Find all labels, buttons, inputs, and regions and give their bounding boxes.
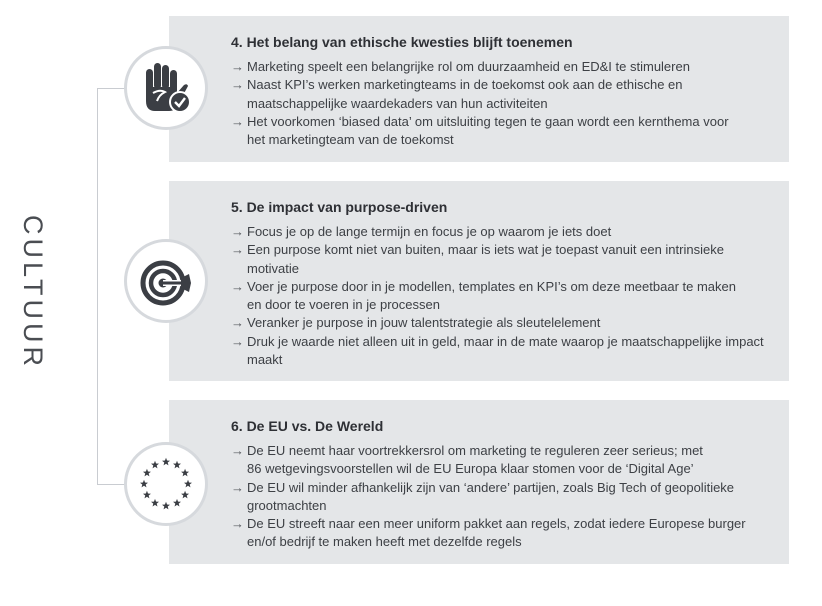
section-card-ethics — [169, 16, 789, 162]
arrow-right-icon: → — [231, 315, 244, 331]
section-title: 4. Het belang van ethische kwesties blijft toenemen — [231, 34, 573, 50]
bullet-item: → Druk je waarde niet alleen uit in geld, maar in de mate waarop je maatschappelijke impact maakt — [231, 333, 789, 370]
star-icon — [140, 480, 148, 488]
arrow-right-icon: → — [231, 113, 244, 129]
section-title: 5. De impact van purpose-driven — [231, 199, 448, 215]
arrow-right-icon: → — [231, 59, 244, 74]
star-icon — [173, 499, 181, 507]
star-icon — [173, 461, 181, 469]
star-icon — [143, 469, 151, 477]
section-title: 6. De EU vs. De Wereld — [231, 418, 384, 434]
connector-branch-3 — [97, 484, 127, 485]
arrow-right-icon: → — [231, 278, 244, 294]
side-label — [14, 212, 50, 372]
bullet-item: → De EU wil minder afhankelijk zijn van ‘andere’ partijen, zoals Big Tech of geopolitieke grootmachten — [231, 479, 789, 516]
arrow-right-icon: → — [231, 479, 244, 495]
arrow-right-icon: → — [231, 77, 244, 93]
arrow-right-icon: → — [231, 224, 244, 239]
bullet-item: → Het voorkomen ‘biased data’ om uitsluiting tegen te gaan wordt een kernthema voor het marketingteam van de toekomst — [231, 113, 789, 150]
badge-ethics — [124, 46, 208, 130]
star-icon — [184, 480, 192, 488]
arrow-right-icon: → — [231, 333, 244, 349]
bullet-item: → Veranker je purpose in jouw talentstrategie als sleutelelement — [231, 314, 789, 332]
raised-hand-check-icon — [135, 57, 197, 119]
star-icon — [143, 491, 151, 499]
eu-stars-icon — [135, 453, 197, 515]
bullet-item: → Een purpose komt niet van buiten, maar is iets wat je toepast vanuit een intrinsieke motivatie — [231, 241, 789, 278]
bullet-item: → Focus je op de lange termijn en focus je op waarom je iets doet — [231, 223, 789, 241]
arrow-right-icon: → — [231, 516, 244, 532]
bullet-item: → Marketing speelt een belangrijke rol om duurzaamheid en ED&I te stimuleren — [231, 58, 789, 76]
target-arrow-icon — [135, 250, 197, 312]
section-card-purpose — [169, 181, 789, 381]
side-label-text: CULTUUR — [17, 214, 48, 370]
badge-eu — [124, 442, 208, 526]
section-card-eu — [169, 400, 789, 564]
arrow-right-icon: → — [231, 443, 244, 458]
star-icon — [162, 458, 170, 466]
connector-line — [97, 88, 98, 484]
bullet-item: → Naast KPI’s werken marketingteams in de toekomst ook aan de ethische en maatschappelijke waardekaders van hun activiteiten — [231, 76, 789, 113]
badge-purpose — [124, 239, 208, 323]
star-icon — [162, 502, 170, 510]
bullet-item: → Voer je purpose door in je modellen, templates en KPI’s om deze meetbaar te maken en door te voeren in je processen — [231, 278, 789, 315]
arrow-right-icon: → — [231, 242, 244, 258]
star-icon — [151, 499, 159, 507]
connector-branch-1 — [97, 88, 127, 89]
star-icon — [151, 461, 159, 469]
star-icon — [181, 469, 189, 477]
bullet-item: → De EU neemt haar voortrekkersrol om marketing te reguleren zeer serieus; met 86 wetgevingsvoorstellen wil de EU Europa klaar stomen voor de ‘Digital Age’ — [231, 442, 789, 479]
star-icon — [181, 491, 189, 499]
bullet-item: → De EU streeft naar een meer uniform pakket aan regels, zodat iedere Europese burger en/of bedrijf te maken heeft met dezelfde regels — [231, 515, 789, 552]
